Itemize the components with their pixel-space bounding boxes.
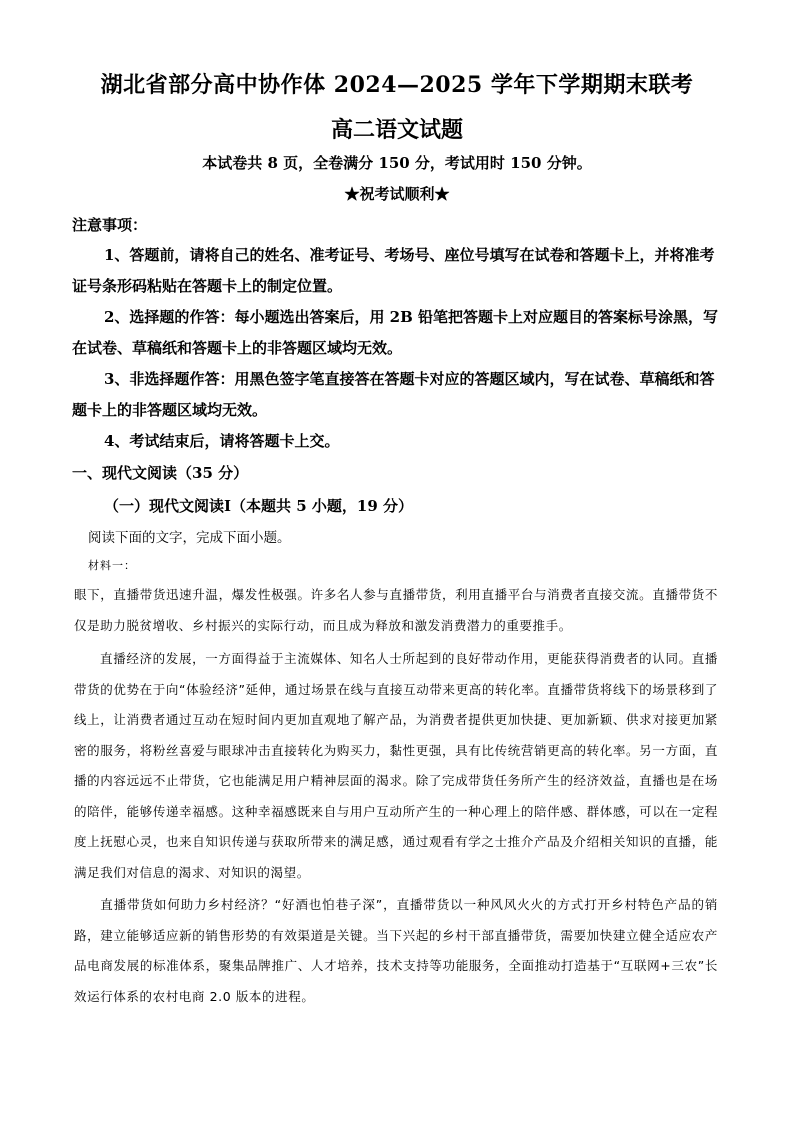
notice-item-text: 4、考试结束后，请将答题卡上交。 — [104, 432, 340, 450]
notice-heading: 注意事项： — [72, 216, 148, 234]
passage-paragraph-2 — [74, 644, 718, 888]
notice-item-text: 3、非选择题作答：用黑色签字笔直接答在答题卡对应的答题区域内，写在试卷、草稿纸和答题卡上的非答题区域均无效。 — [72, 370, 715, 419]
exam-subtitle: 高二语文试题 — [330, 117, 463, 143]
passage-paragraph-3 — [74, 890, 718, 1012]
notice-item-3 — [72, 364, 722, 426]
passage-paragraph-1 — [74, 580, 718, 641]
material-label: 材料一： — [88, 559, 136, 572]
notice-item-1 — [72, 240, 722, 302]
notice-item-text: 2、选择题的作答：每小题选出答案后，用 2B 铅笔把答题卡上对应题目的答案标号涂黑，写在试卷、草稿纸和答题卡上的非答题区域均无效。 — [72, 308, 719, 357]
paragraph-text: 直播带货如何助力乡村经济？“好酒也怕巷子深”，直播带货以一种风风火火的方式打开乡村特色产品的销路，建立能够适应新的销售形势的有效渠道是关键。当下兴起的乡村干部直播带货，需要加快建立健全适应农产品电商发展的标准体系，聚集品牌推广、人才培养，技术支持等功能服务，全面推动打造基于“互联网+三农”长效运行体系的农村电商 2.0 版本的进程。 — [74, 897, 718, 1004]
notice-item-4 — [72, 426, 722, 457]
notice-item-2 — [72, 302, 722, 364]
notice-item-text: 1、答题前，请将自己的姓名、准考证号、考场号、座位号填写在试卷和答题卡上，并将准考证号条形码粘贴在答题卡上的制定位置。 — [72, 246, 715, 295]
exam-info: 本试卷共 8 页，全卷满分 150 分，考试用时 150 分钟。 — [202, 154, 592, 172]
paragraph-text: 眼下，直播带货迅速升温，爆发性极强。许多名人参与直播带货，利用直播平台与消费者直接交流。直播带货不仅是助力脱贫增收、乡村振兴的实际行动，而且成为释放和激发消费潜力的重要推手。 — [74, 587, 718, 633]
exam-title: 湖北省部分高中协作体 2024—2025 学年下学期期末联考 — [100, 72, 694, 98]
subsection-heading: （一）现代文阅读Ⅰ（本题共 5 小题，19 分） — [104, 497, 413, 515]
paragraph-text: 直播经济的发展，一方面得益于主流媒体、知名人士所起到的良好带动作用，更能获得消费者的认同。直播带货的优势在于向“体验经济”延伸，通过场景在线与直接互动带来更高的转化率。直播带货将线下的场景移到了线上，让消费者通过互动在短时间内更加直观地了解产品，为消费者提供更加快捷、更加新颖、供求对接更加紧密的服务，将粉丝喜爱与眼球冲击直接转化为购买力，黏性更强，具有比传统营销更高的转化率。另一方面，直播的内容远远不止带货，它也能满足用户精神层面的渴求。除了完成带货任务所产生的经济效益，直播也是在场的陪伴，能够传递幸福感。这种幸福感既来自与用户互动所产生的一种心理上的陪伴感、群体感，可以在一定程度上抚慰心灵，也来自知识传递与获取所带来的满足感，通过观看有学之士推介产品及介绍相关知识的直播，能满足我们对信息的渴求、对知识的渴望。 — [74, 651, 718, 880]
section-heading: 一、现代文阅读（35 分） — [72, 464, 249, 482]
reading-instruction: 阅读下面的文字，完成下面小题。 — [88, 530, 291, 546]
good-luck-line: ★祝考试顺利★ — [344, 185, 450, 203]
